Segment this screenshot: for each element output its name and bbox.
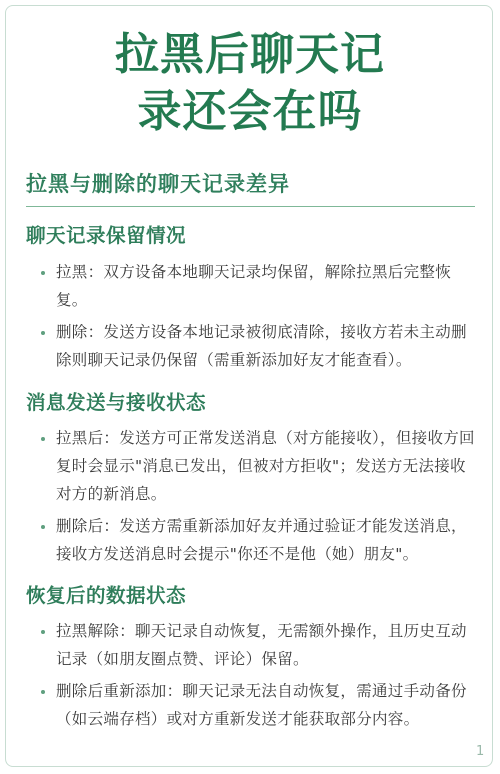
section-title: 拉黑与删除的聊天记录差异 [26, 172, 290, 196]
title-line-1: 拉黑后聊天记 [115, 29, 385, 80]
list-item [56, 424, 480, 508]
bullet-icon [41, 525, 45, 529]
bullet-icon [41, 437, 45, 441]
heading-record-retention: 聊天记录保留情况 [26, 224, 187, 247]
title-line-2: 录还会在吗 [137, 86, 363, 137]
list-item-text: 拉黑：双方设备本地聊天记录均保留，解除拉黑后完整恢复。 [56, 263, 452, 309]
heading-message-status: 消息发送与接收状态 [26, 391, 207, 414]
bullet-icon [41, 271, 45, 275]
page-number: 1 [476, 744, 485, 759]
list-item-text: 拉黑后：发送方可正常发送消息（对方能接收），但接收方回复时会显示"消息已发出，但被对方拒收"；发送方无法接收对方的新消息。 [56, 429, 475, 503]
list-item-text: 删除后：发送方需重新添加好友并通过验证才能发送消息，接收方发送消息时会提示"你还不是他（她）朋友"。 [56, 517, 467, 563]
list-item-text: 删除后重新添加：聊天记录无法自动恢复，需通过手动备份（如云端存档）或对方重新发送才能获取部分内容。 [56, 682, 467, 728]
list-item-text: 删除：发送方设备本地记录被彻底清除，接收方若未主动删除则聊天记录仍保留（需重新添加好友才能查看）。 [56, 323, 467, 369]
section-divider [26, 206, 475, 207]
list-item [56, 617, 480, 673]
list-item [56, 677, 480, 733]
list-item [56, 258, 480, 314]
page-title [0, 26, 500, 140]
list-item [56, 318, 480, 374]
bullet-icon [41, 630, 45, 634]
list-item-text: 拉黑解除：聊天记录自动恢复，无需额外操作，且历史互动记录（如朋友圈点赞、评论）保留。 [56, 622, 467, 668]
heading-data-recovery: 恢复后的数据状态 [26, 584, 187, 607]
bullet-icon [41, 331, 45, 335]
bullet-icon [41, 690, 45, 694]
list-item [56, 512, 480, 568]
